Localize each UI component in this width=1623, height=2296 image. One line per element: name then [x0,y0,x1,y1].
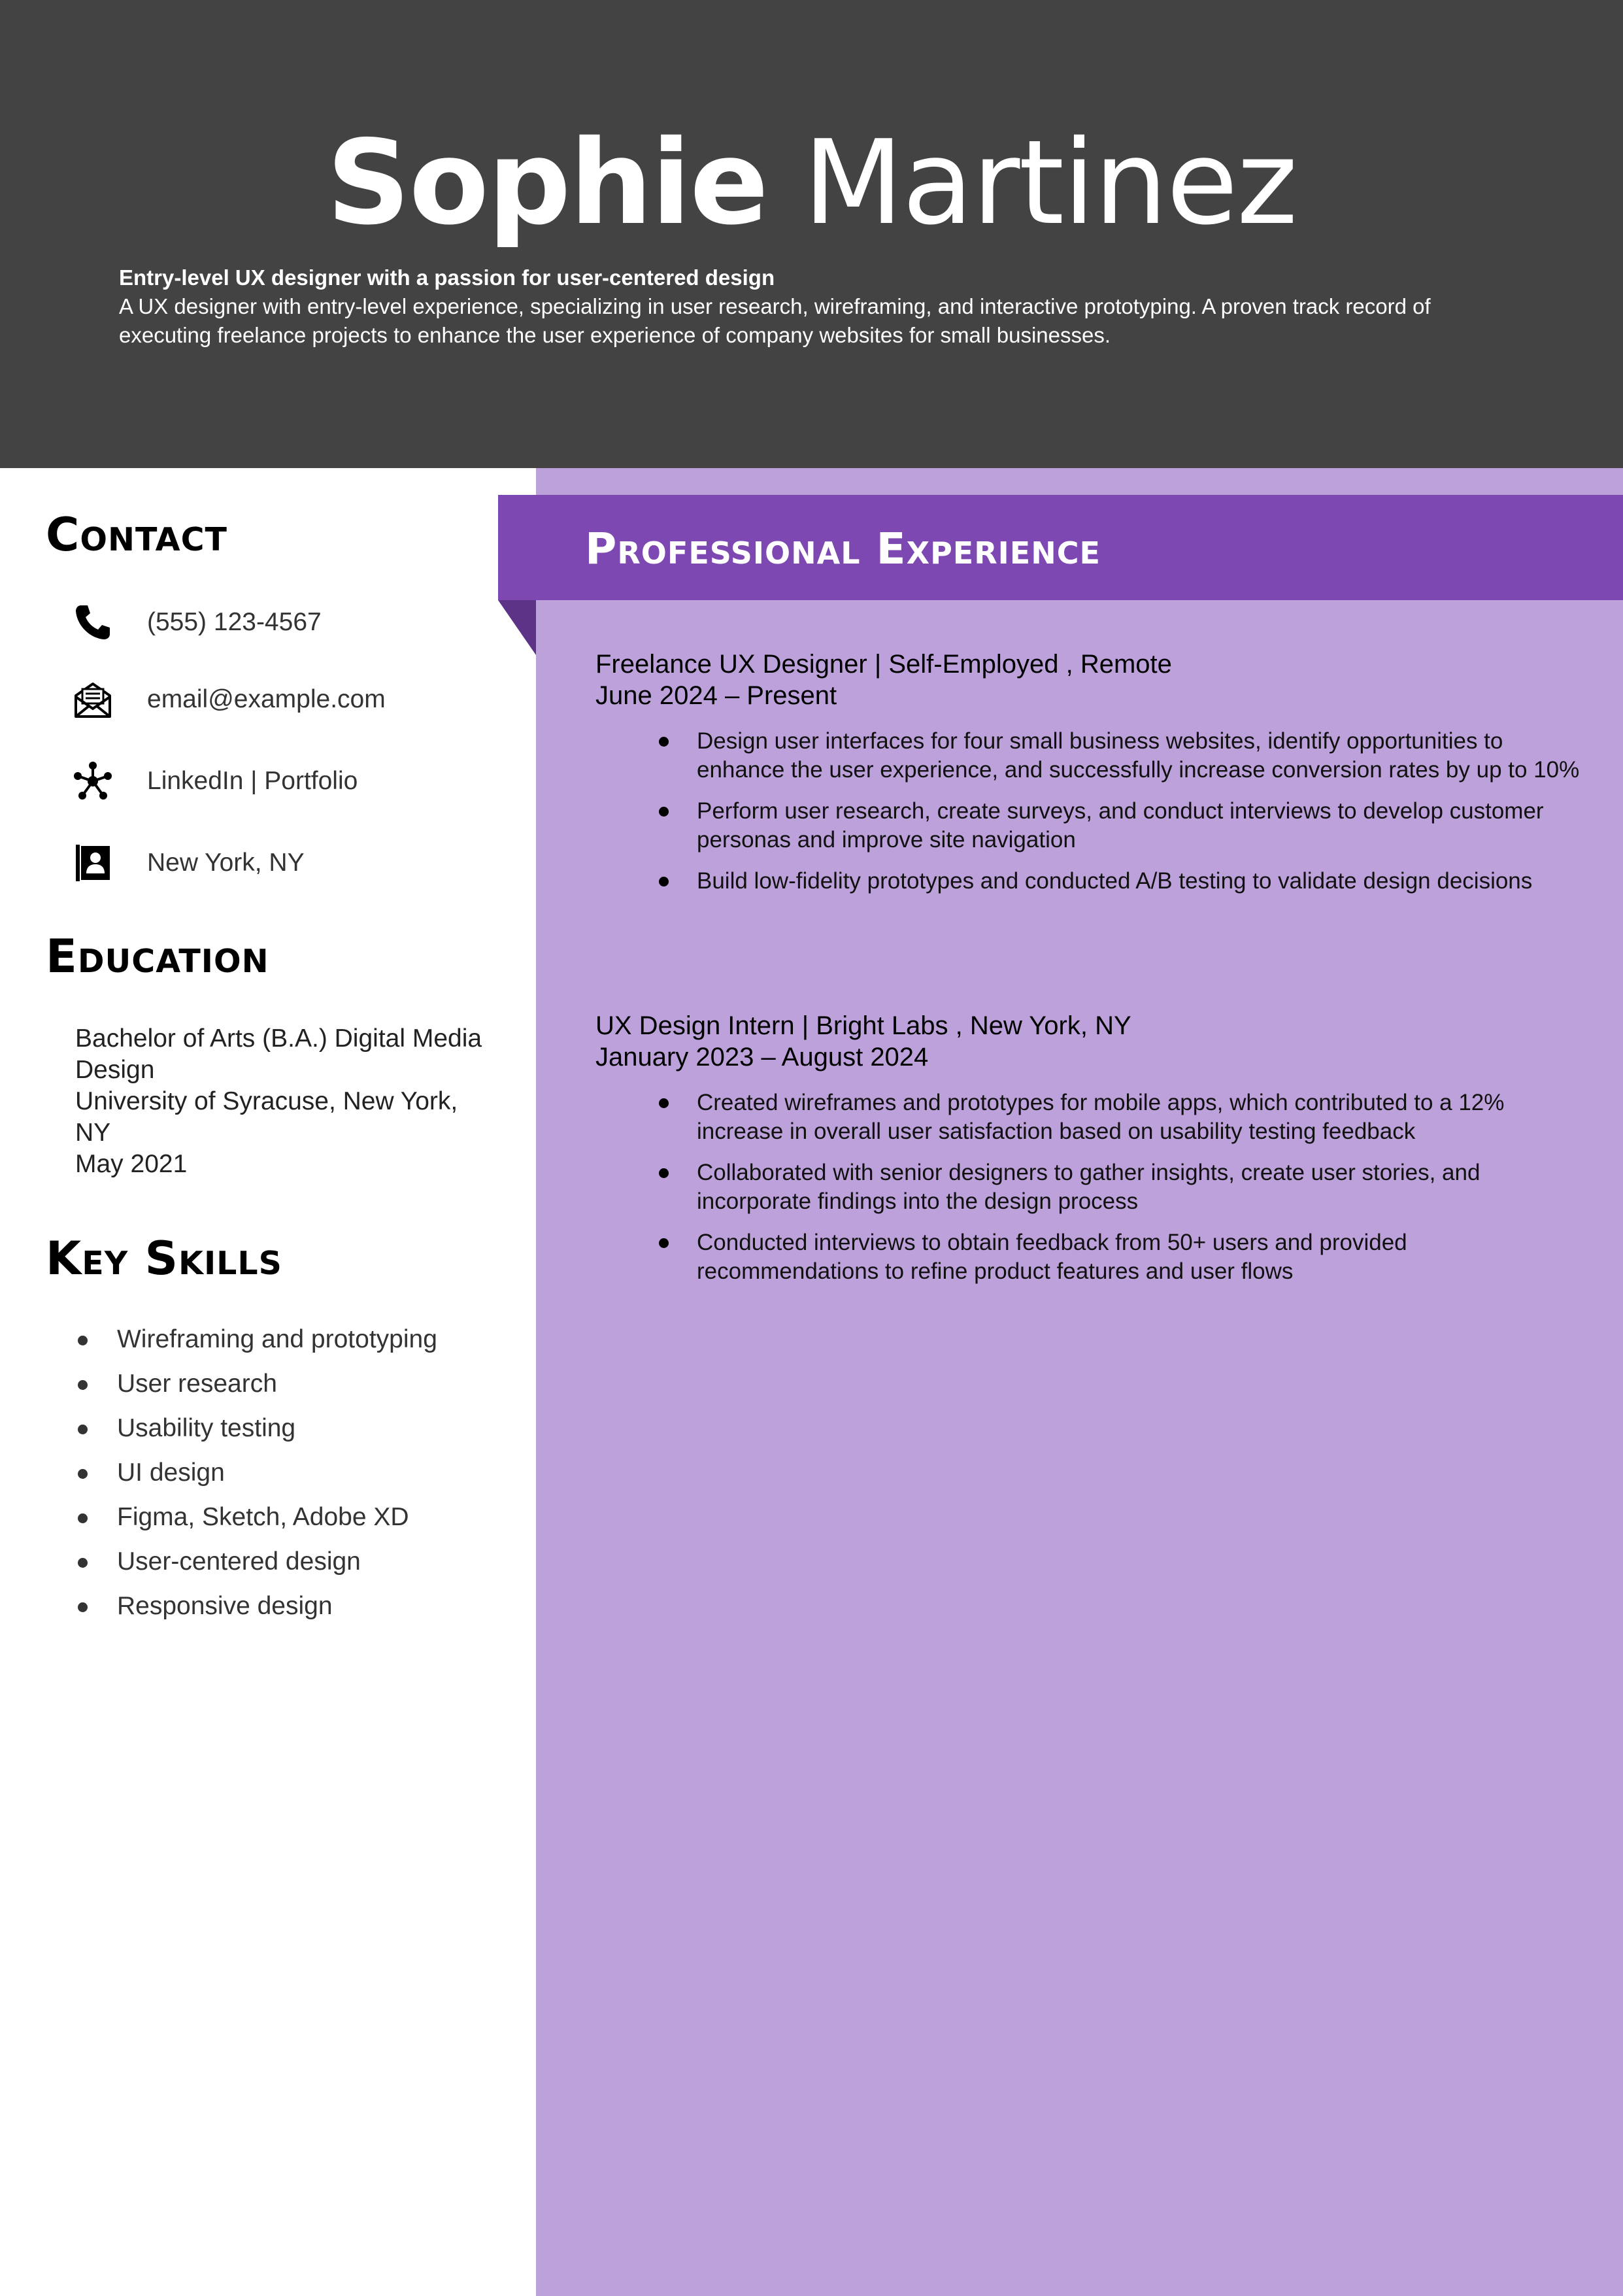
skill-item: UI design [75,1457,437,1502]
skills-list [75,1324,437,1635]
education-block [75,1023,494,1180]
envelope-icon [72,679,114,720]
job-title: Freelance UX Designer | Self-Employed , Remote [595,650,1172,679]
job-dates: June 2024 – Present [595,681,837,710]
location-text: New York, NY [147,849,305,877]
network-icon [72,760,114,802]
header [0,0,1623,468]
skill-item: Usability testing [75,1413,437,1457]
skill-item: User-centered design [75,1546,437,1591]
contact-card-icon [72,842,114,884]
skill-item: Figma, Sketch, Adobe XD [75,1502,437,1546]
job-bullet: Collaborated with senior designers to gather insights, create user stories, and incorporate findings into the design process [595,1158,1589,1216]
education-title: Education [46,930,269,983]
links-text[interactable]: LinkedIn | Portfolio [147,767,358,795]
summary: A UX designer with entry-level experience, specializing in user research, wireframing, and interactive prototyping. A proven track record of executing freelance projects to enhance the user experience of company websites for small businesses. [119,294,1431,347]
degree: Bachelor of Arts (B.A.) Digital Media Design [75,1024,482,1084]
job-bullet: Perform user research, create surveys, and conduct interviews to develop customer personas and improve site navigation [595,797,1589,854]
banner-fold [498,600,536,655]
school: University of Syracuse, New York, NY [75,1087,458,1147]
phone-text: (555) 123-4567 [147,608,322,636]
job-bullets [595,1089,1589,1286]
candidate-name [0,108,1623,258]
phone-icon [72,601,114,643]
job-bullet: Design user interfaces for four small business websites, identify opportunities to enhance the user experience, and successfully increase conversion rates by up to 10% [595,727,1589,785]
job-bullets [595,727,1589,896]
tagline: Entry-level UX designer with a passion for user-centered design [119,265,775,290]
skill-item: User research [75,1368,437,1413]
graduation-date: May 2021 [75,1150,188,1178]
job-dates: January 2023 – August 2024 [595,1043,929,1072]
job-entry [595,649,1589,908]
skill-item: Responsive design [75,1591,437,1635]
first-name: Sophie [326,115,767,250]
job-bullet: Build low-fidelity prototypes and conducted A/B testing to validate design decisions [595,867,1589,896]
skill-item: Wireframing and prototyping [75,1324,437,1368]
skills-title: Key Skills [46,1232,282,1285]
last-name: Martinez [803,115,1297,250]
email-text: email@example.com [147,685,386,713]
job-entry [595,1010,1589,1298]
job-title: UX Design Intern | Bright Labs , New York, NY [595,1011,1131,1040]
experience-title: Professional Experience [585,524,1101,574]
job-bullet: Created wireframes and prototypes for mobile apps, which contributed to a 12% increase in overall user satisfaction based on usability testing feedback [595,1089,1589,1146]
contact-title: Contact [46,508,227,562]
job-bullet: Conducted interviews to obtain feedback from 50+ users and provided recommendations to refine product features and user flows [595,1228,1589,1286]
